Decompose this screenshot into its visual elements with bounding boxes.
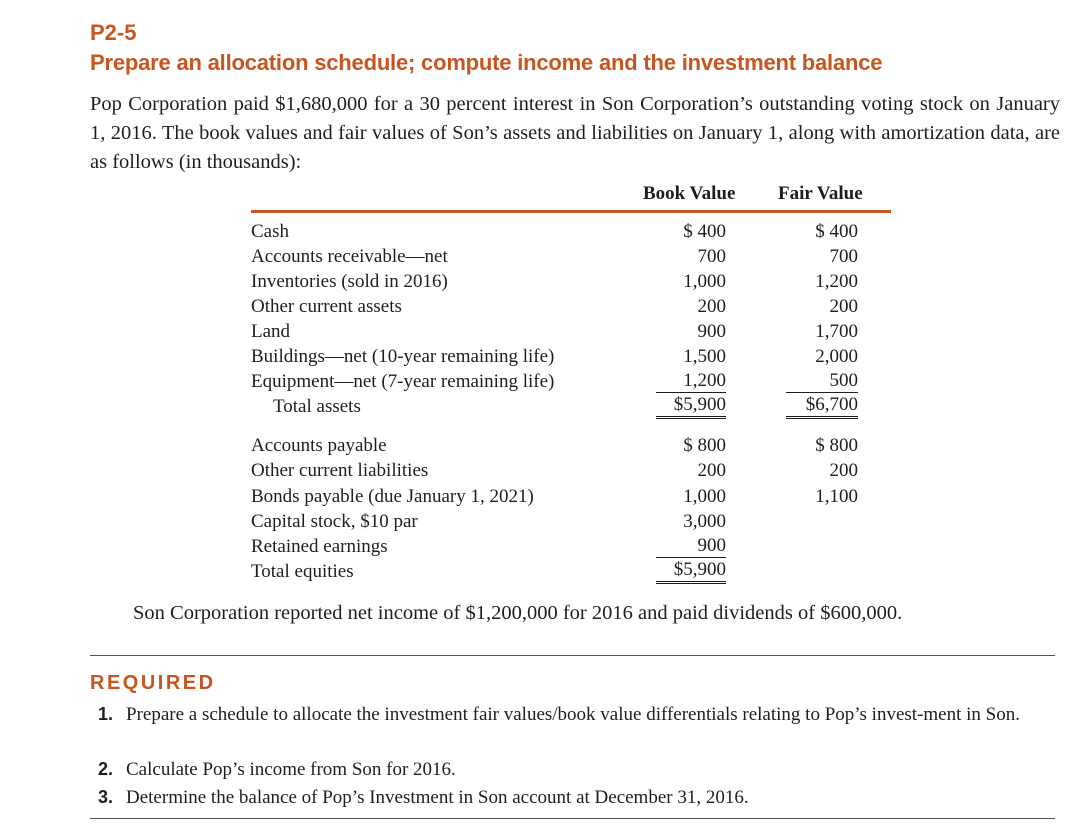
table-row	[251, 433, 891, 458]
table-row	[251, 344, 891, 369]
row-label: Other current liabilities	[251, 460, 429, 481]
table-row	[251, 484, 891, 509]
table-row	[251, 244, 891, 269]
fair-value-cell: 1,100	[815, 486, 858, 507]
book-value-total: $5,900	[656, 559, 726, 584]
book-value-cell: 1,000	[683, 271, 726, 292]
row-label: Land	[251, 321, 291, 342]
total-row	[251, 559, 891, 584]
book-value-cell: 1,000	[683, 486, 726, 507]
table-row	[251, 319, 891, 344]
fair-value-cell: 1,200	[815, 271, 858, 292]
fair-value-cell: 200	[829, 296, 858, 317]
fair-value-cell: $ 400	[815, 221, 858, 242]
item-text: Determine the balance of Pop’s Investment in Son account at December 31, 2016.	[126, 787, 749, 808]
item-number: 2.	[98, 759, 114, 779]
row-label: Accounts receivable—net	[251, 246, 448, 267]
table-row	[251, 269, 891, 294]
fair-value-cell: 1,700	[815, 321, 858, 342]
table-row	[251, 219, 891, 244]
book-value-cell: 3,000	[683, 511, 726, 532]
row-label: Total assets	[273, 396, 361, 417]
row-label: Accounts payable	[251, 435, 387, 456]
item-number: 3.	[98, 787, 114, 807]
closing-text: Son Corporation reported net income of $1,200,000 for 2016 and paid dividends of $600,000.	[133, 602, 903, 624]
required-heading: REQUIRED	[90, 672, 216, 694]
fair-value-header: Fair Value	[778, 183, 863, 204]
header-rule	[251, 210, 891, 213]
required-item	[98, 757, 1053, 782]
item-text: Prepare a schedule to allocate the investment fair values/book value differentials relating to Pop’s invest-ment in Son.	[126, 704, 1020, 725]
required-item	[98, 785, 1053, 810]
fair-value-cell: 500	[786, 369, 858, 393]
book-value-header: Book Value	[643, 183, 736, 204]
fair-value-cell: $ 800	[815, 435, 858, 456]
book-value-total: $5,900	[656, 394, 726, 419]
fair-value-total: $6,700	[786, 394, 858, 419]
table-row	[251, 294, 891, 319]
total-row	[251, 394, 891, 419]
book-value-cell: 900	[697, 321, 726, 342]
book-value-cell: 1,500	[683, 346, 726, 367]
fair-value-cell: 700	[829, 246, 858, 267]
problem-title: Prepare an allocation schedule; compute income and the investment balance	[90, 50, 883, 75]
table-row	[251, 534, 891, 559]
row-label: Total equities	[251, 561, 354, 582]
problem-id: P2-5	[90, 20, 137, 45]
book-value-cell: 200	[697, 296, 726, 317]
table-row	[251, 458, 891, 483]
book-value-cell: $ 400	[683, 221, 726, 242]
divider	[90, 655, 1055, 656]
fair-value-cell: 200	[829, 460, 858, 481]
row-label: Equipment—net (7-year remaining life)	[251, 371, 555, 392]
item-text: Calculate Pop’s income from Son for 2016.	[126, 759, 456, 780]
table-row	[251, 369, 891, 394]
book-value-cell: 200	[697, 460, 726, 481]
row-label: Other current assets	[251, 296, 402, 317]
problem-intro: Pop Corporation paid $1,680,000 for a 30 percent interest in Son Corporation’s outstanding voting stock on January 1, 2016. The book values and fair values of Son’s assets and liabilities on January 1, along with amortization data, are as follows (in thousands):	[90, 93, 1060, 173]
row-label: Buildings—net (10-year remaining life)	[251, 346, 555, 367]
book-value-cell: $ 800	[683, 435, 726, 456]
row-label: Inventories (sold in 2016)	[251, 271, 448, 292]
fair-value-cell: 2,000	[815, 346, 858, 367]
book-value-cell: 900	[656, 534, 726, 558]
item-number: 1.	[98, 704, 114, 724]
book-value-cell: 1,200	[656, 369, 726, 393]
row-label: Capital stock, $10 par	[251, 511, 418, 532]
row-label: Bonds payable (due January 1, 2021)	[251, 486, 534, 507]
required-item	[98, 702, 1053, 727]
divider	[90, 818, 1055, 819]
book-value-cell: 700	[697, 246, 726, 267]
row-label: Retained earnings	[251, 536, 388, 557]
row-label: Cash	[251, 221, 289, 242]
table-row	[251, 509, 891, 534]
